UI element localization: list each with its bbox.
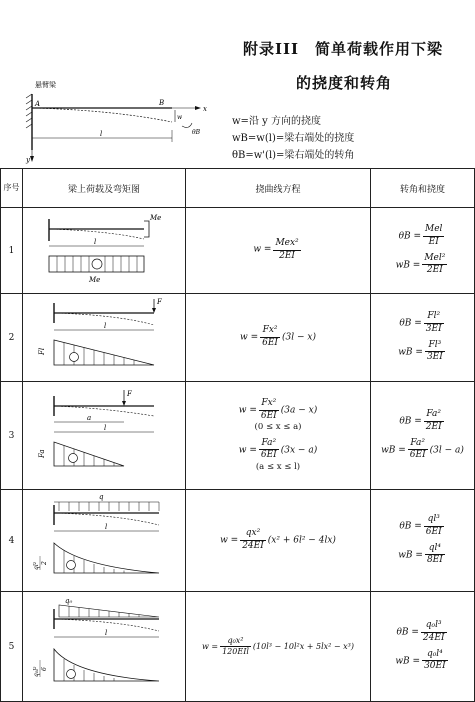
load-label: F <box>157 297 162 306</box>
page-title-line2: 的挠度和转角 <box>296 74 393 92</box>
definition-theta: θB=w'(l)=梁右端处的转角 <box>232 150 355 161</box>
row-index: 5 <box>1 592 23 702</box>
row-index: 2 <box>1 294 23 382</box>
load-diagram <box>29 295 179 377</box>
deflection-label: w <box>177 114 183 121</box>
load-label: F <box>127 389 132 398</box>
load-label: q₀ <box>65 596 73 605</box>
equation-cell: w = $\frac{\text{Fx²}}{6EI}$ (3l − x) <box>186 294 371 382</box>
page-title-line1: 附录III 简单荷载作用下梁 <box>243 40 444 58</box>
point-b-label: B <box>159 99 165 107</box>
cantilever-diagram <box>22 81 222 165</box>
cantilever-label: 悬臂梁 <box>35 81 56 89</box>
moment-label: Me <box>89 275 101 284</box>
angle-label: θB <box>192 129 201 136</box>
angle-cell: θB = $\frac{\text{ql³}}{6EI}$ wB = $\frac{\text{ql⁴}}{8EI}$ <box>371 490 475 592</box>
a-label: a <box>87 413 92 422</box>
load-label: Me <box>150 213 162 222</box>
load-diagram-cell <box>23 490 186 592</box>
moment-den: 6 <box>41 666 48 671</box>
equation-cell: w = $\frac{\text{q₀x²}}{\text{120EIl}}$ (10l³ − 10l²x + 5lx² − x³) <box>186 592 371 702</box>
header-angle: 转角和挠度 <box>371 169 475 208</box>
length-label: l <box>105 522 108 531</box>
definitions <box>232 113 354 164</box>
header-load: 梁上荷载及弯矩图 <box>23 169 186 208</box>
row-index: 4 <box>1 490 23 592</box>
table-row <box>1 382 475 490</box>
length-label: l <box>105 628 108 637</box>
length-label: l <box>104 321 107 330</box>
axis-y-label: y <box>26 156 30 164</box>
load-diagram-cell <box>23 592 186 702</box>
row-index: 1 <box>1 208 23 294</box>
table-row <box>1 294 475 382</box>
table-row <box>1 490 475 592</box>
header-equation: 挠曲线方程 <box>186 169 371 208</box>
length-label: l <box>104 423 107 432</box>
load-diagram <box>29 491 179 587</box>
load-diagram <box>29 209 179 289</box>
point-a-label: A <box>35 100 41 108</box>
header-index: 序号 <box>1 169 23 208</box>
table-row <box>1 592 475 702</box>
moment-num: q₀l² <box>33 665 40 677</box>
angle-cell: θB = $\frac{\text{q₀l³}}{24EI}$ wB = $\frac{\text{q₀l⁴}}{30EI}$ <box>371 592 475 702</box>
load-diagram-cell <box>23 294 186 382</box>
table-row <box>1 208 475 294</box>
load-diagram-cell <box>23 208 186 294</box>
definition-wb: wB=w(l)=梁右端处的挠度 <box>232 133 355 144</box>
moment-label: Fa <box>38 448 46 458</box>
angle-cell: θB = $\frac{\text{Mel}}{EI}$ wB = $\frac{\text{Mel²}}{2EI}$ <box>371 208 475 294</box>
angle-cell: θB = $\frac{\text{Fl²}}{3EI}$ wB = $\frac{\text{Fl³}}{3EI}$ <box>371 294 475 382</box>
row-index: 3 <box>1 382 23 490</box>
load-label: q <box>99 492 104 501</box>
axis-x-label: x <box>203 105 207 113</box>
length-label: l <box>94 237 97 246</box>
angle-cell: θB = $\frac{\text{Fa²}}{2EI}$ wB = $\frac{\text{Fa²}}{6EI}$ (3l − a) <box>371 382 475 490</box>
length-label: l <box>100 130 103 138</box>
moment-label: Fl <box>38 347 46 355</box>
equation-cell: w = $\frac{\text{Fx²}}{6EI}$ (3a − x) (0 ≤ x ≤ a) w = $\frac{\text{Fa²}}{6EI}$ (3x − a) (a ≤ x ≤ l) <box>186 382 371 490</box>
definition-w: w=沿 y 方向的挠度 <box>232 116 321 127</box>
moment-num: ql² <box>33 561 40 570</box>
deflection-table <box>0 168 475 702</box>
load-diagram-cell <box>23 382 186 490</box>
equation-cell: w = $\frac{\text{Mex²}}{2EI}$ <box>186 208 371 294</box>
table-header-row <box>1 169 475 208</box>
load-diagram <box>29 384 179 484</box>
load-diagram <box>29 595 179 695</box>
equation-cell: w = $\frac{\text{qx²}}{24EI}$ (x² + 6l² − 4lx) <box>186 490 371 592</box>
moment-den: 2 <box>41 560 48 565</box>
